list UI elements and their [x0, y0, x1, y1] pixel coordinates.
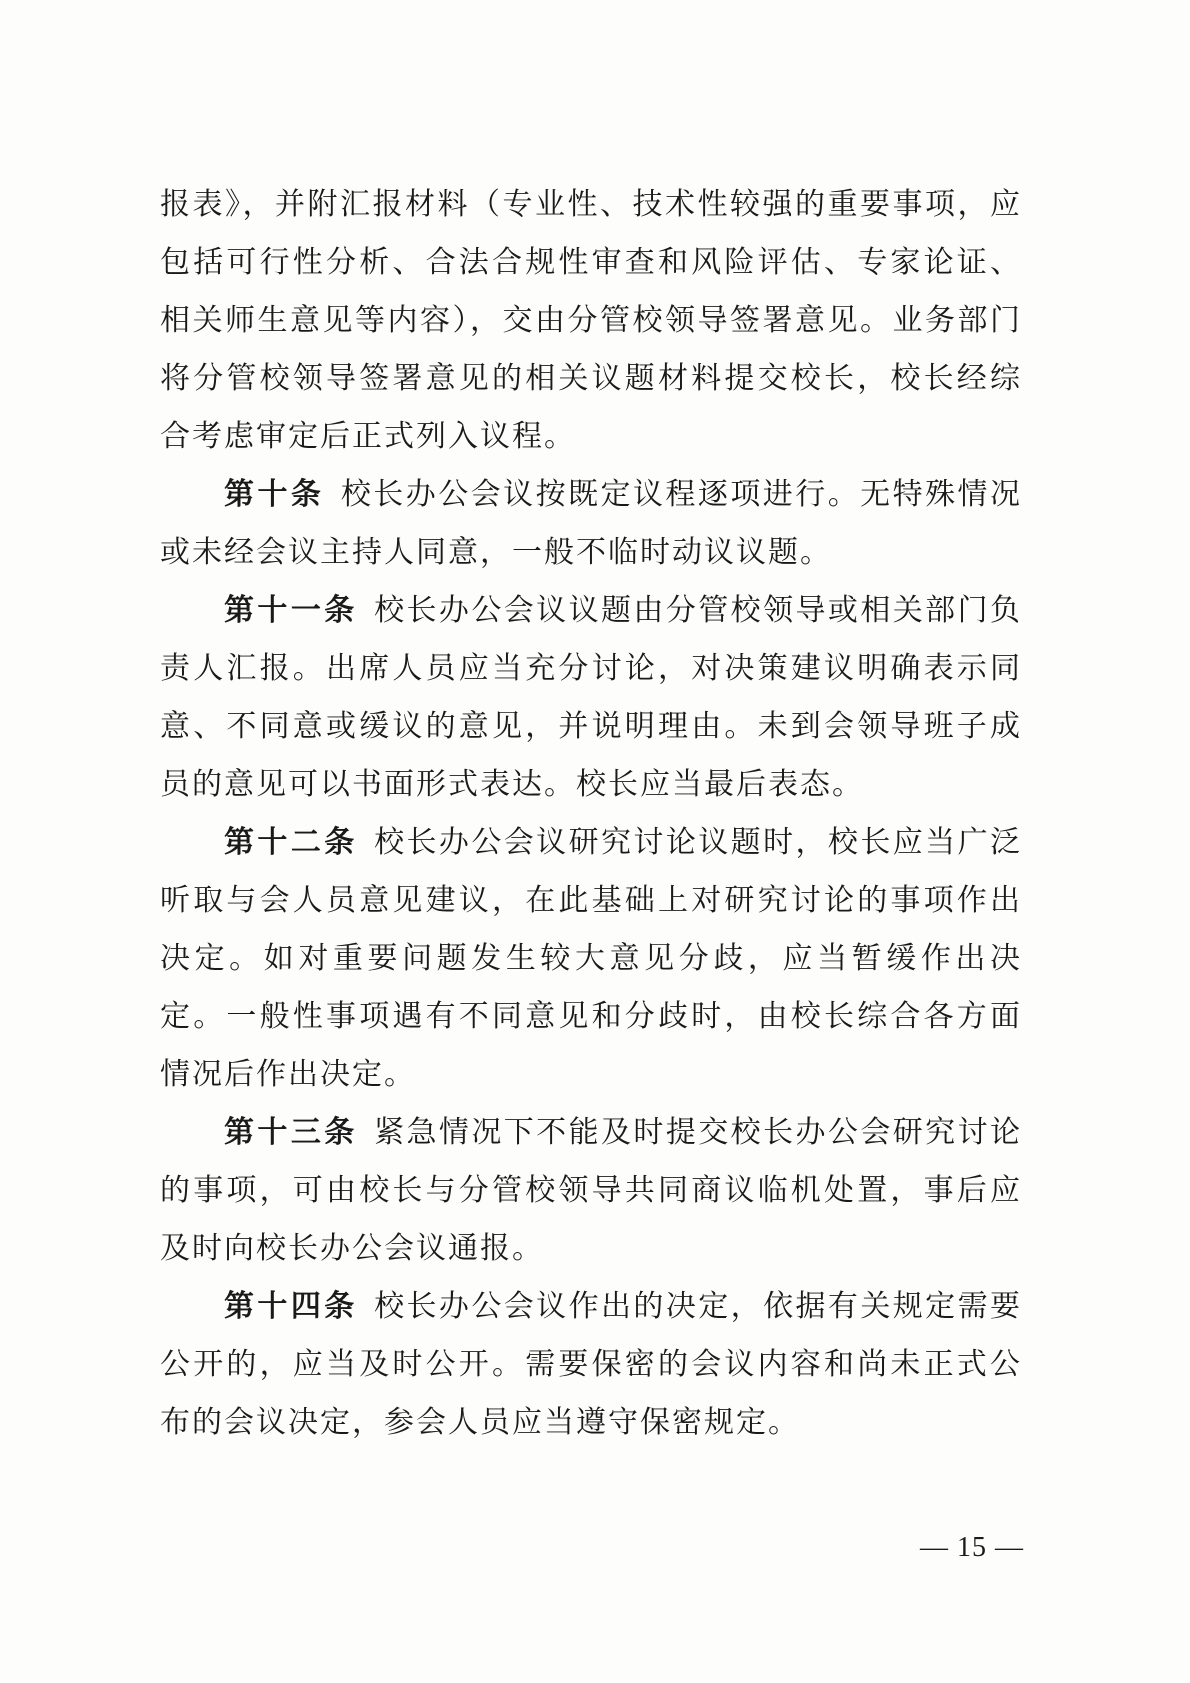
- article-number: 第十一条: [224, 593, 358, 628]
- page-number: — 15 —: [920, 1532, 1024, 1563]
- article-text: 校长办公会议研究讨论议题时，校长应当广泛听取与会人员意见建议，在此基础上对研究讨论的事项作出决定。如对重要问题发生较大意见分歧，应当暂缓作出决定。一般性事项遇有不同意见和分歧时，由校长综合各方面情况后作出决定。: [160, 825, 1023, 1092]
- article-10: [160, 466, 1022, 582]
- article-number: 第十三条: [224, 1115, 358, 1150]
- article-11: [160, 582, 1022, 814]
- document-body: [160, 176, 1022, 1452]
- article-number: 第十条: [224, 477, 325, 512]
- article-text: 校长办公会议议题由分管校领导或相关部门负责人汇报。出席人员应当充分讨论，对决策建议明确表示同意、不同意或缓议的意见，并说明理由。未到会领导班子成员的意见可以书面形式表达。校长应当最后表态。: [160, 593, 1023, 802]
- article-12: [160, 814, 1022, 1104]
- article-text: 校长办公会议按既定议程逐项进行。无特殊情况或未经会议主持人同意，一般不临时动议议题。: [160, 477, 1022, 570]
- article-text: 紧急情况下不能及时提交校长办公会研究讨论的事项，可由校长与分管校领导共同商议临机处置，事后应及时向校长办公会议通报。: [160, 1115, 1023, 1266]
- intro-paragraph: 报表》，并附汇报材料（专业性、技术性较强的重要事项，应包括可行性分析、合法合规性审查和风险评估、专家论证、相关师生意见等内容），交由分管校领导签署意见。业务部门将分管校领导签署意见的相关议题材料提交校长，校长经综合考虑审定后正式列入议程。: [160, 187, 1022, 454]
- article-number: 第十四条: [224, 1289, 358, 1324]
- article-13: [160, 1104, 1022, 1278]
- article-text: 校长办公会议作出的决定，依据有关规定需要公开的，应当及时公开。需要保密的会议内容和尚未正式公布的会议决定，参会人员应当遵守保密规定。: [160, 1289, 1023, 1440]
- article-14: [160, 1278, 1022, 1452]
- article-number: 第十二条: [224, 825, 358, 860]
